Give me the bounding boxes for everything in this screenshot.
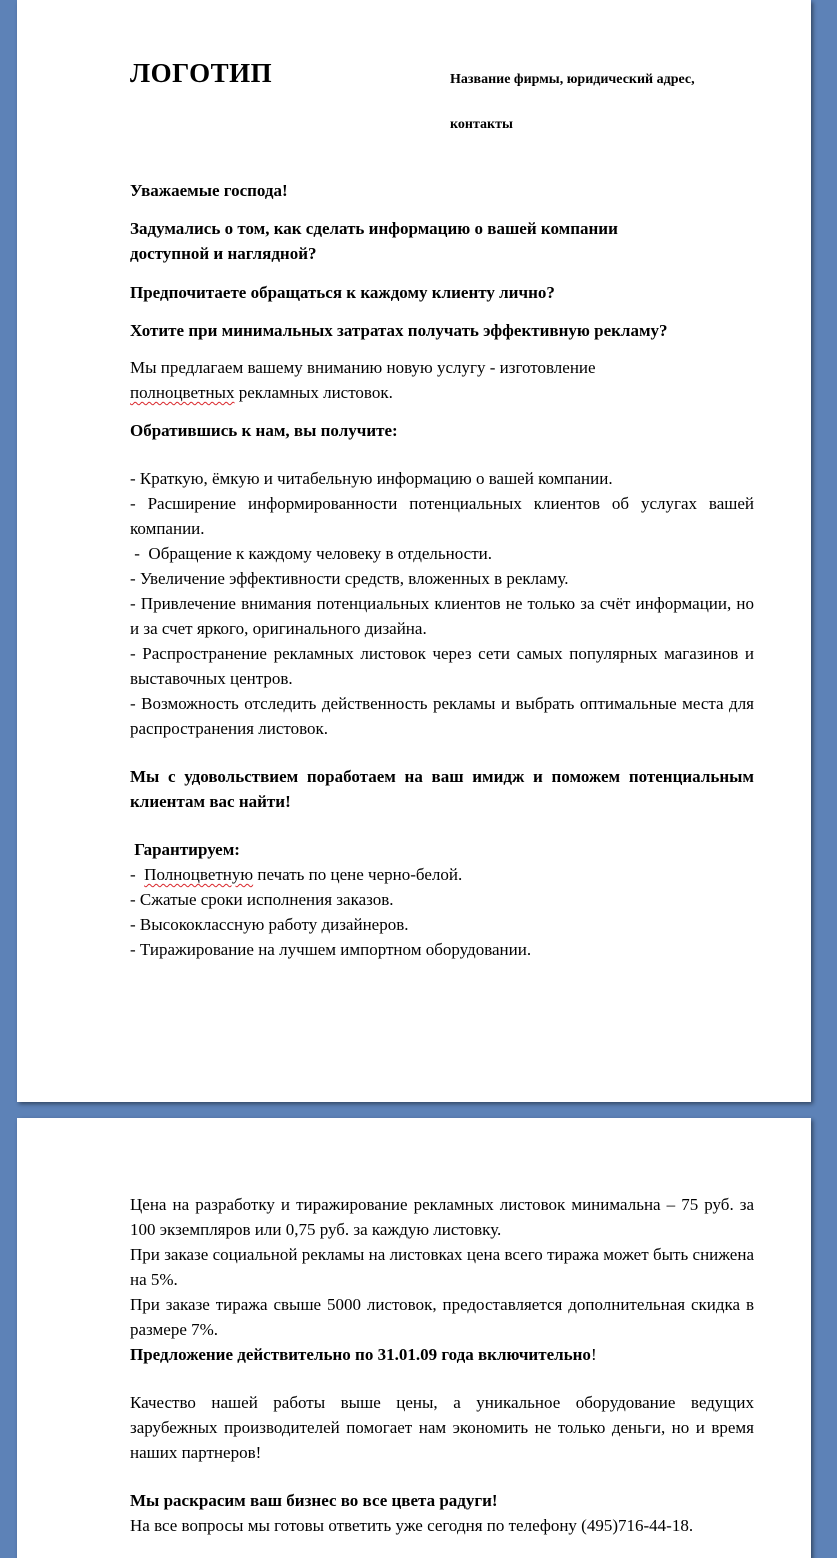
company-info bbox=[450, 68, 770, 136]
closing-block bbox=[130, 1488, 754, 1538]
guarantees-title: Гарантируем: bbox=[130, 840, 240, 859]
social-discount-text: При заказе социальной рекламы на листовках цена всего тиража может быть снижена на 5%. bbox=[130, 1245, 754, 1289]
offer-end: рекламных листовок. bbox=[234, 383, 393, 402]
guarantee-item: - Сжатые сроки исполнения заказов. bbox=[130, 890, 394, 909]
guarantee-item: - Высококлассную работу дизайнеров. bbox=[130, 915, 409, 934]
logo-placeholder: ЛОГОТИП bbox=[130, 58, 273, 88]
benefit-item: - Привлечение внимания потенциальных клиентов не только за счёт информации, но и за счет яркого, оригинального дизайна. bbox=[130, 594, 754, 638]
benefits-title: Обратившись к нам, вы получите: bbox=[130, 421, 398, 440]
question-3: Хотите при минимальных затратах получать эффективную рекламу? bbox=[130, 321, 668, 340]
pricing-block bbox=[130, 1192, 754, 1367]
offer-misspelled-word: полноцветных bbox=[130, 383, 235, 402]
offer-paragraph bbox=[130, 355, 754, 405]
slogan: Мы с удовольствием поработаем на ваш имидж и поможем потенциальным клиентам вас найти! bbox=[130, 767, 754, 811]
document-page-1 bbox=[17, 0, 811, 1102]
benefit-item: - Расширение информированности потенциальных клиентов об услугах вашей компании. bbox=[130, 494, 754, 538]
guarantee-prefix: - bbox=[130, 865, 145, 884]
validity-text bbox=[130, 1342, 754, 1367]
contact-text: На все вопросы мы готовы ответить уже сегодня по телефону (495)716-44-18. bbox=[130, 1516, 694, 1535]
greeting: Уважаемые господа! bbox=[130, 181, 288, 200]
company-info-line1: Название фирмы, юридический адрес, bbox=[450, 72, 695, 87]
guarantees-block bbox=[130, 837, 754, 962]
guarantee-misspelled-word: Полноцветную bbox=[144, 865, 254, 884]
question-1: Задумались о том, как сделать информацию о вашей компании доступной и наглядной? bbox=[130, 219, 618, 263]
question-2: Предпочитаете обращаться к каждому клиенту лично? bbox=[130, 283, 555, 302]
benefit-item: - Обращение к каждому человеку в отдельности. bbox=[130, 544, 492, 563]
benefit-item: - Увеличение эффективности средств, вложенных в рекламу. bbox=[130, 569, 569, 588]
guarantee-item: - Тиражирование на лучшем импортном оборудовании. bbox=[130, 940, 532, 959]
benefit-item: - Краткую, ёмкую и читабельную информацию о вашей компании. bbox=[130, 469, 613, 488]
price-text: Цена на разработку и тиражирование рекламных листовок минимальна – 75 руб. за 100 экземпляров или 0,75 руб. за каждую листовку. bbox=[130, 1195, 754, 1239]
benefit-item: - Распространение рекламных листовок через сети самых популярных магазинов и выставочных центров. bbox=[130, 644, 754, 688]
quality-text: Качество нашей работы выше цены, а уникальное оборудование ведущих зарубежных производителей помогает нам экономить не только деньги, но и время наших партнеров! bbox=[130, 1393, 754, 1462]
company-info-line2: контакты bbox=[450, 117, 513, 132]
validity-bold: Предложение действительно по 31.01.09 года включительно bbox=[130, 1345, 591, 1364]
guarantee-rest: печать по цене черно-белой. bbox=[253, 865, 463, 884]
guarantee-item bbox=[130, 862, 754, 887]
document-page-2 bbox=[17, 1118, 811, 1558]
closing-slogan: Мы раскрасим ваш бизнес во все цвета радуги! bbox=[130, 1491, 498, 1510]
validity-end: ! bbox=[590, 1345, 597, 1364]
offer-start: Мы предлагаем вашему вниманию новую услугу - изготовление bbox=[130, 358, 596, 377]
benefits-list bbox=[130, 466, 754, 741]
volume-discount-text: При заказе тиража свыше 5000 листовок, предоставляется дополнительная скидка в размере 7%. bbox=[130, 1295, 754, 1339]
benefit-item: - Возможность отследить действенность рекламы и выбрать оптимальные места для распространения листовок. bbox=[130, 694, 754, 738]
